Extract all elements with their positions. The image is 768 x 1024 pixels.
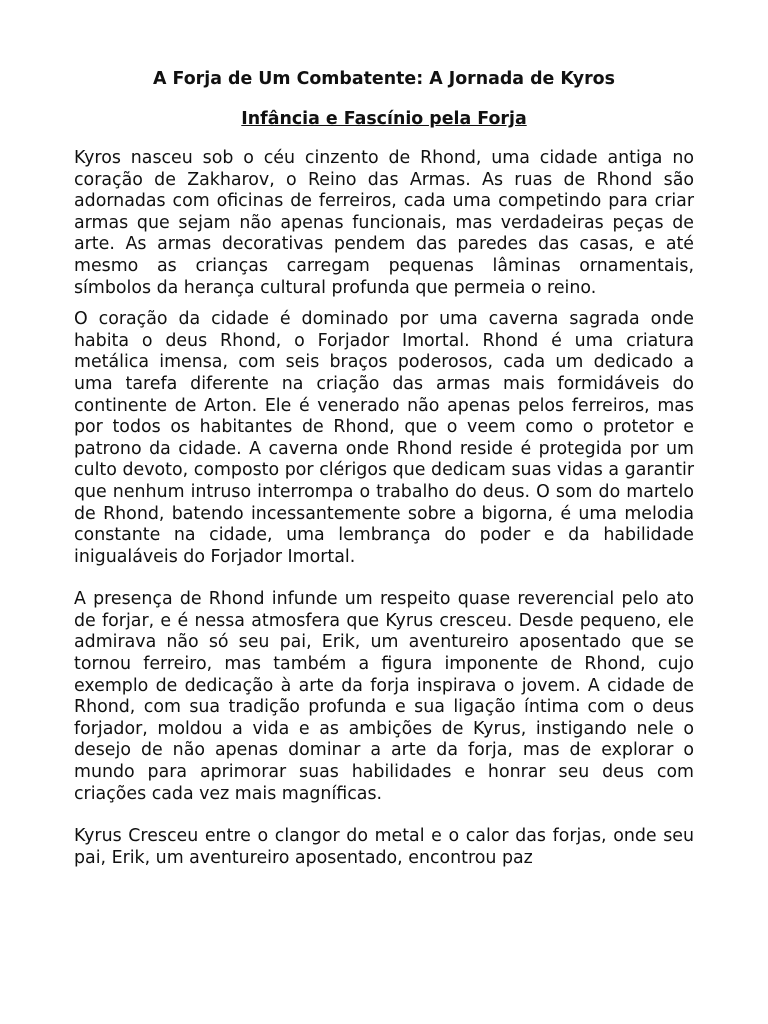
- document-title: A Forja de Um Combatente: A Jornada de Kyros: [153, 69, 615, 89]
- paragraph-1: Kyros nasceu sob o céu cinzento de Rhond, uma cidade antiga no coração de Zakharov, o Reino das Armas. As ruas de Rhond são adornadas com oficinas de ferreiros, cada uma competindo para criar armas que sejam não apenas funcionais, mas verdadeiras peças de arte. As armas decorativas pendem das paredes das casas, e até mesmo as crianças carregam pequenas lâminas ornamentais, símbolos da herança cultural profunda que permeia o reino.: [74, 148, 694, 298]
- paragraph-3: A presença de Rhond infunde um respeito quase reverencial pelo ato de forjar, e é nessa atmosfera que Kyrus cresceu. Desde pequeno, ele admirava não só seu pai, Erik, um aventureiro aposentado que se tornou ferreiro, mas também a figura imponente de Rhond, cujo exemplo de dedicação à arte da forja inspirava o jovem. A cidade de Rhond, com sua tradição profunda e sua ligação íntima com o deus forjador, moldou a vida e as ambições de Kyrus, instigando nele o desejo de não apenas dominar a arte da forja, mas de explorar o mundo para aprimorar suas habilidades e honrar seu deus com criações cada vez mais magníficas.: [74, 589, 694, 804]
- section-heading: Infância e Fascínio pela Forja: [241, 109, 527, 129]
- paragraph-4: Kyrus Cresceu entre o clangor do metal e o calor das forjas, onde seu pai, Erik, um aventureiro aposentado, encontrou paz: [74, 826, 694, 868]
- paragraph-2: O coração da cidade é dominado por uma caverna sagrada onde habita o deus Rhond, o Forjador Imortal. Rhond é uma criatura metálica imensa, com seis braços poderosos, cada um dedicado a uma tarefa diferente na criação das armas mais formidáveis do continente de Arton. Ele é venerado não apenas pelos ferreiros, mas por todos os habitantes de Rhond, que o veem como o protetor e patrono da cidade. A caverna onde Rhond reside é protegida por um culto devoto, composto por clérigos que dedicam suas vidas a garantir que nenhum intruso interrompa o trabalho do deus. O som do martelo de Rhond, batendo incessantemente sobre a bigorna, é uma melodia constante na cidade, uma lembrança do poder e da habilidade inigualáveis do Forjador Imortal.: [74, 309, 694, 567]
- document-body: [74, 68, 694, 869]
